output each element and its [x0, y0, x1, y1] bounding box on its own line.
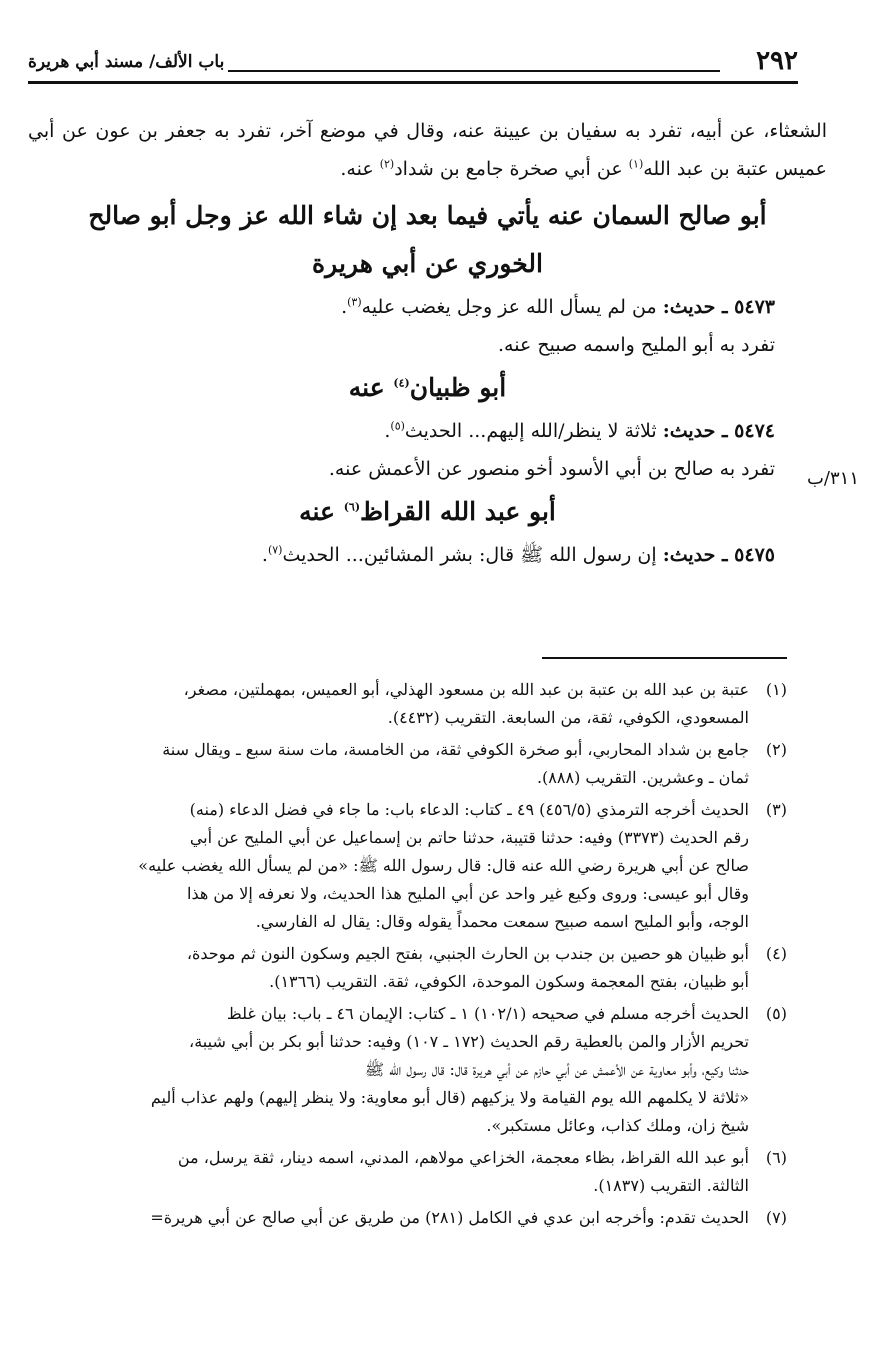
intro-line-1: الشعثاء، عن أبيه، تفرد به سفيان بن عيينة عنه، وقال في موضع آخر، تفرد به: [214, 120, 827, 142]
section-heading-abu-salih: [28, 192, 827, 288]
footnote-number: (٥): [765, 1004, 787, 1023]
footnote-line: الوجه، وأبو المليح اسمه صبيح سمعت محمداً يقوله وقال: يقال له الفارسي.: [255, 912, 749, 931]
footnote-5: [20, 1000, 785, 1140]
footnote-line: حدثنا وكيع، وأبو معاوية عن الأعمش عن أبي حازم عن أبي هريرة قال: قال رسول الله ﷺ: [364, 1060, 749, 1079]
hadith-text: ثلاثة لا ينظر/الله إليهم... الحديث: [404, 420, 657, 442]
footnote-line: رقم الحديث (٣٣٧٣) وفيه: حدثنا قتيبة، حدثنا حاتم بن إسماعيل عن أبي المليح عن أبي: [189, 828, 749, 847]
header-rule: [28, 81, 798, 84]
footnote-line: الحديث تقدم: وأخرجه ابن عدي في الكامل (٢٨١) من طريق عن أبي صالح عن أبي هريرة=: [150, 1208, 749, 1227]
hadith-text: من لم يسأل الله عز وجل يغضب عليه: [361, 296, 657, 318]
footnote-line: أبو ظبيان، بفتح المعجمة وسكون الموحدة، الكوفي، ثقة. التقريب (١٣٦٦).: [269, 972, 749, 991]
footnote-1: [20, 676, 785, 732]
hadith-number: ٥٤٧٥ ـ حديث:: [662, 544, 775, 566]
footnote-separator: [542, 657, 787, 659]
section-heading-line-1: أبو صالح السمان عنه يأتي فيما بعد إن شاء الله عز وجل أبو صالح: [88, 201, 767, 230]
hadith-5475: [28, 536, 827, 574]
hadith-number: ٥٤٧٣ ـ حديث:: [662, 296, 775, 318]
footnote-line: وقال أبو عيسى: وروى وكيع غير واحد عن أبي المليح هذا الحديث، ولا نعرفه إلا من هذا: [187, 884, 749, 903]
footnote-2: [20, 736, 785, 792]
footnote-line: ثمان ـ وعشرين. التقريب (٨٨٨).: [536, 768, 749, 787]
hadith-5473: [28, 288, 827, 326]
running-header: [28, 40, 798, 84]
footnote-line: الحديث أخرجه مسلم في صحيحه (١٠٢/١) ١ ـ كتاب: الإيمان ٤٦ ـ باب: بيان غلظ: [226, 1004, 749, 1023]
footnote-ref-2[interactable]: (٢): [379, 157, 395, 171]
footnote-line: شيخ زان، وملك كذاب، وعائل مستكبر».: [486, 1116, 749, 1135]
intro-paragraph: [28, 112, 827, 188]
page-number: ٢٩٢: [756, 46, 798, 76]
footnote-line: تحريم الأزار والمن بالعطية رقم الحديث (١٧٢ ـ ١٠٧) وفيه: حدثنا أبو بكر بن أبي شيبة،: [189, 1032, 749, 1051]
footnote-line: صالح عن أبي هريرة رضي الله عنه قال: قال رسول الله ﷺ: «من لم يسأل الله يغضب عليه»: [138, 856, 749, 875]
header-dash-line: [228, 70, 720, 72]
heading-name: أبو ظبيان: [409, 373, 507, 402]
footnote-ref-7[interactable]: (٧): [267, 543, 283, 557]
hadith-end: .: [384, 420, 391, 442]
footnote-line: الحديث أخرجه الترمذي (٤٥٦/٥) ٤٩ ـ كتاب: الدعاء باب: ما جاء في فضل الدعاء (منه): [189, 800, 749, 819]
intro-line-4: عنه.: [340, 158, 374, 180]
footnote-number: (٣): [765, 800, 787, 819]
section-heading-abu-abdullah: [28, 488, 827, 536]
hadith-note: تفرد به صالح بن أبي الأسود أخو منصور عن الأعمش عنه.: [328, 458, 775, 480]
footnote-6: [20, 1144, 785, 1200]
intro-line-2: جعفر بن عون عن أبي عميس عتبة بن عبد الله: [28, 120, 827, 180]
footnote-line: «ثلاثة لا يكلمهم الله يوم القيامة ولا يزكيهم (قال أبو معاوية: ولا ينظر إليهم) ولهم عذاب أليم: [150, 1088, 749, 1107]
section-heading-line-2: الخوري عن أبي هريرة: [312, 249, 543, 278]
footnote-line: المسعودي، الكوفي، ثقة، من السابعة. التقريب (٤٤٣٢).: [387, 708, 749, 727]
footnote-line: عتبة بن عبد الله بن عتبة بن عبد الله بن مسعود الهذلي، أبو العميس، بمهملتين، مصغر،: [183, 680, 749, 699]
footnotes: [20, 676, 785, 1236]
hadith-end: .: [341, 296, 348, 318]
footnote-ref-4[interactable]: (٤): [393, 376, 410, 390]
footnote-ref-3[interactable]: (٣): [347, 295, 362, 309]
main-text: [28, 112, 827, 574]
footnote-line: أبو ظبيان هو حصين بن جندب بن الحارث الجنبي، بفتح الجيم وسكون النون ثم موحدة،: [186, 944, 749, 963]
running-title: باب الألف/ مسند أبي هريرة: [28, 52, 225, 72]
hadith-note: تفرد به أبو المليح واسمه صبيح عنه.: [498, 334, 775, 356]
footnote-4: [20, 940, 785, 996]
footnote-number: (٧): [765, 1208, 787, 1227]
footnote-number: (٤): [765, 944, 787, 963]
section-heading-abu-zabyan: [28, 364, 827, 412]
footnote-7: [20, 1204, 785, 1232]
hadith-text: إن رسول الله ﷺ قال: بشر المشائين... الحديث: [282, 544, 657, 566]
footnote-line: جامع بن شداد المحاربي، أبو صخرة الكوفي ثقة، من الخامسة، مات سنة سبع ـ ويقال سنة: [162, 740, 749, 759]
footnote-ref-5[interactable]: (٥): [390, 419, 405, 433]
heading-suffix: عنه: [299, 497, 344, 526]
heading-suffix: عنه: [348, 373, 394, 402]
hadith-5474: [28, 412, 827, 450]
manuscript-folio-ref: ٣١١/ب: [806, 468, 859, 489]
footnote-number: (١): [765, 680, 787, 699]
hadith-end: .: [261, 544, 268, 566]
heading-name: أبو عبد الله القراظ: [360, 497, 556, 526]
footnote-line: أبو عبد الله القراظ، بظاء معجمة، الخزاعي مولاهم، المدني، اسمه دينار، ثقة يرسل، من: [177, 1148, 749, 1167]
footnote-3: [20, 796, 785, 936]
hadith-number: ٥٤٧٤ ـ حديث:: [662, 420, 775, 442]
footnote-number: (٢): [765, 740, 787, 759]
footnote-ref-1[interactable]: (١): [628, 157, 644, 171]
intro-line-3: عن أبي صخرة جامع بن شداد: [394, 158, 623, 180]
footnote-ref-6[interactable]: (٦): [343, 500, 361, 514]
footnote-number: (٦): [765, 1148, 787, 1167]
footnote-line: الثالثة. التقريب (١٨٣٧).: [593, 1176, 749, 1195]
